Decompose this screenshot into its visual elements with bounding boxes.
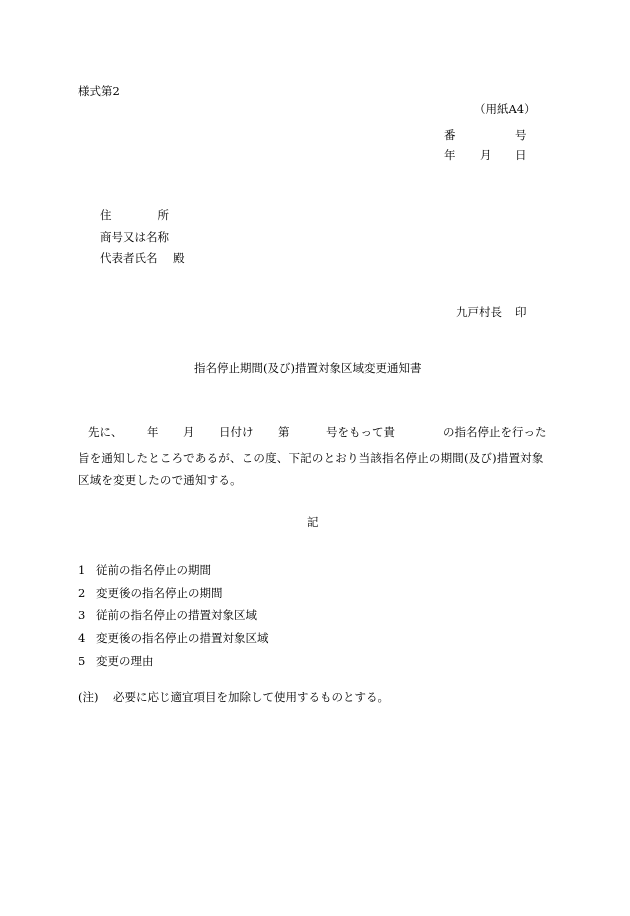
list-item-text: 従前の指名停止の期間	[96, 563, 211, 577]
addressee-company	[100, 229, 169, 245]
addressee-address-label: 住 所	[100, 208, 169, 222]
addressee-representative	[100, 250, 185, 266]
list-item-number: 2	[78, 586, 86, 600]
list-item-text: 変更の理由	[96, 654, 154, 668]
list-item-text: 変更後の指名停止の期間	[96, 586, 223, 600]
list-item	[78, 607, 257, 623]
form-number: 様式第2	[78, 84, 120, 98]
list-item-number: 4	[78, 631, 86, 645]
list-item	[78, 562, 211, 578]
list-item-number: 5	[78, 654, 86, 668]
document-title: 指名停止期間(及び)措置対象区域変更通知書	[194, 361, 422, 375]
addressee-honorific: 殿	[173, 251, 185, 265]
body-year: 年	[147, 425, 159, 439]
list-item	[78, 653, 154, 669]
note-label: (注)	[78, 690, 99, 704]
sender-name: 九戸村長	[456, 305, 502, 319]
date-month: 月	[480, 148, 492, 162]
ref-number-label: 番	[444, 128, 456, 142]
list-item	[78, 630, 269, 646]
ki-heading: 記	[307, 515, 319, 529]
date-year: 年	[444, 148, 456, 162]
addressee-representative-label: 代表者氏名	[100, 251, 158, 265]
ref-number-suffix: 号	[515, 128, 527, 142]
date-day: 日	[515, 148, 527, 162]
list-item-number: 3	[78, 608, 86, 622]
list-item	[78, 585, 223, 601]
paper-size: （用紙A4）	[474, 102, 536, 116]
sender-seal: 印	[515, 305, 527, 319]
addressee-address	[100, 207, 169, 223]
list-item-number: 1	[78, 563, 86, 577]
addressee-company-label: 商号又は名称	[100, 230, 169, 244]
body-line-3: 区域を変更したので通知する。	[78, 473, 242, 487]
body-suspension: の指名停止を行った	[443, 425, 547, 439]
list-item-text: 変更後の指名停止の措置対象区域	[96, 631, 269, 645]
body-month: 月	[183, 425, 195, 439]
list-item-text: 従前の指名停止の措置対象区域	[96, 608, 257, 622]
body-line-2: 旨を通知したところであるが、この度、下記のとおり当該指名停止の期間(及び)措置対象	[78, 451, 544, 465]
note-text: 必要に応じ適宜項目を加除して使用するものとする。	[113, 690, 389, 704]
body-dated: 日付け	[219, 425, 254, 439]
body-intro: 先に、	[88, 425, 123, 439]
body-go: 号をもって貴	[326, 425, 395, 439]
body-dai: 第	[278, 425, 290, 439]
